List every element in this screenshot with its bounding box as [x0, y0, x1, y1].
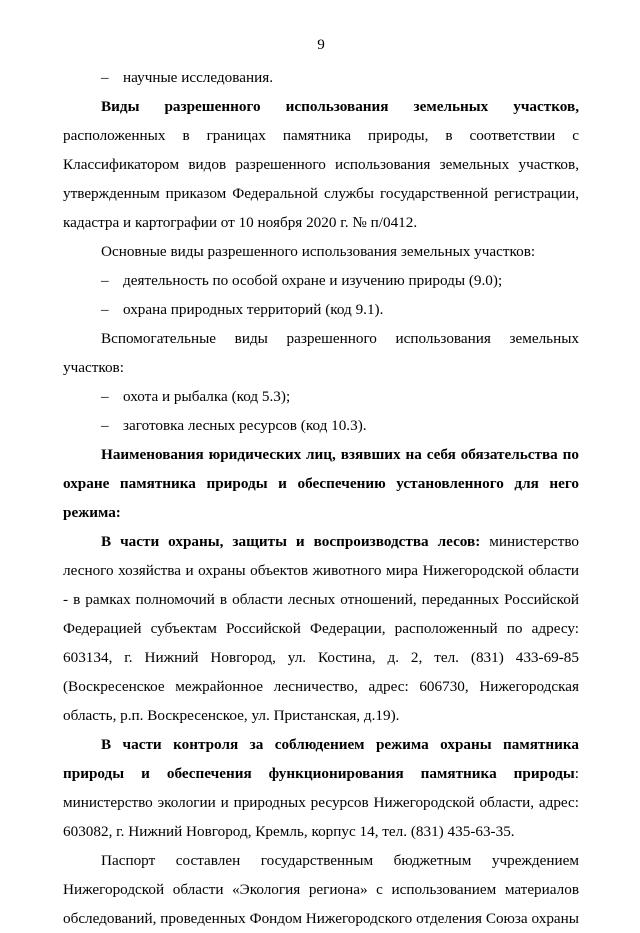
list-item	[63, 382, 579, 411]
list-item-text: научные исследования.	[123, 69, 273, 86]
passport-paragraph: Паспорт составлен государственным бюджетным учреждением Нижегородской области «Экология региона» с использованием материалов обследований, проведенных Фондом Нижегородского отделения Союза охраны	[63, 852, 579, 927]
forest-lead: В части охраны, защиты и воспроизводства лесов:	[101, 533, 481, 550]
list-item	[63, 266, 579, 295]
main-uses-title: Основные виды разрешенного использования земельных участков:	[101, 243, 536, 260]
control-text: : министерство экологии и природных ресурсов Нижегородской области, адрес: 603082, г. Нижний Новгород, Кремль, корпус 14, тел. (831) 435-63-35.	[63, 765, 579, 840]
section-heading: Виды разрешенного использования земельных участков,	[101, 98, 579, 115]
list-item-text: охрана природных территорий (код 9.1).	[123, 301, 384, 318]
list-item	[63, 295, 579, 324]
dash-marker: –	[101, 388, 109, 405]
aux-uses-title: Вспомогательные виды разрешенного использования земельных участков:	[63, 330, 579, 376]
dash-marker: –	[101, 301, 109, 318]
list-item-text: деятельность по особой охране и изучению природы (9.0);	[123, 272, 503, 289]
legal-entities-heading	[63, 440, 579, 527]
list-item-text: охота и рыбалка (код 5.3);	[123, 388, 291, 405]
dash-marker: –	[101, 417, 109, 434]
section-use-text: расположенных в границах памятника природы, в соответствии с Классификатором видов разрешенного использования земельных участков, утвержденным приказом Федеральной службы государственной регистрации, кадастра и картографии от 10 ноября 2020 г. № п/0412.	[63, 127, 579, 231]
control-lead: В части контроля за соблюдением режима охраны памятника природы и обеспечения функционирования памятника природы	[63, 736, 579, 782]
bold-heading: Наименования юридических лиц, взявших на себя обязательства по охране памятника природы и обеспечению установленного для него режима:	[63, 446, 579, 521]
forest-text: министерство лесного хозяйства и охраны объектов животного мира Нижегородской области - в рамках полномочий в области лесных отношений, переданных Российской Федерацией субъектам Российской Федерации, расположенный по адресу: 603134, г. Нижний Новгород, ул. Костина, д. 2, тел. (831) 433-69-85 (Воскресенское межрайонное лесничество, адрес: 606730, Нижегородская область, р.п. Воскресенское, ул. Пристанская, д.19).	[63, 533, 579, 724]
list-item-research	[63, 63, 579, 92]
control-paragraph	[63, 730, 579, 846]
page-number: 9	[317, 36, 325, 53]
list-item	[63, 411, 579, 440]
dash-marker: –	[101, 272, 109, 289]
list-item-text: заготовка лесных ресурсов (код 10.3).	[123, 417, 367, 434]
section-use-heading	[63, 92, 579, 121]
forest-paragraph	[63, 527, 579, 730]
dash-marker: –	[101, 69, 109, 86]
